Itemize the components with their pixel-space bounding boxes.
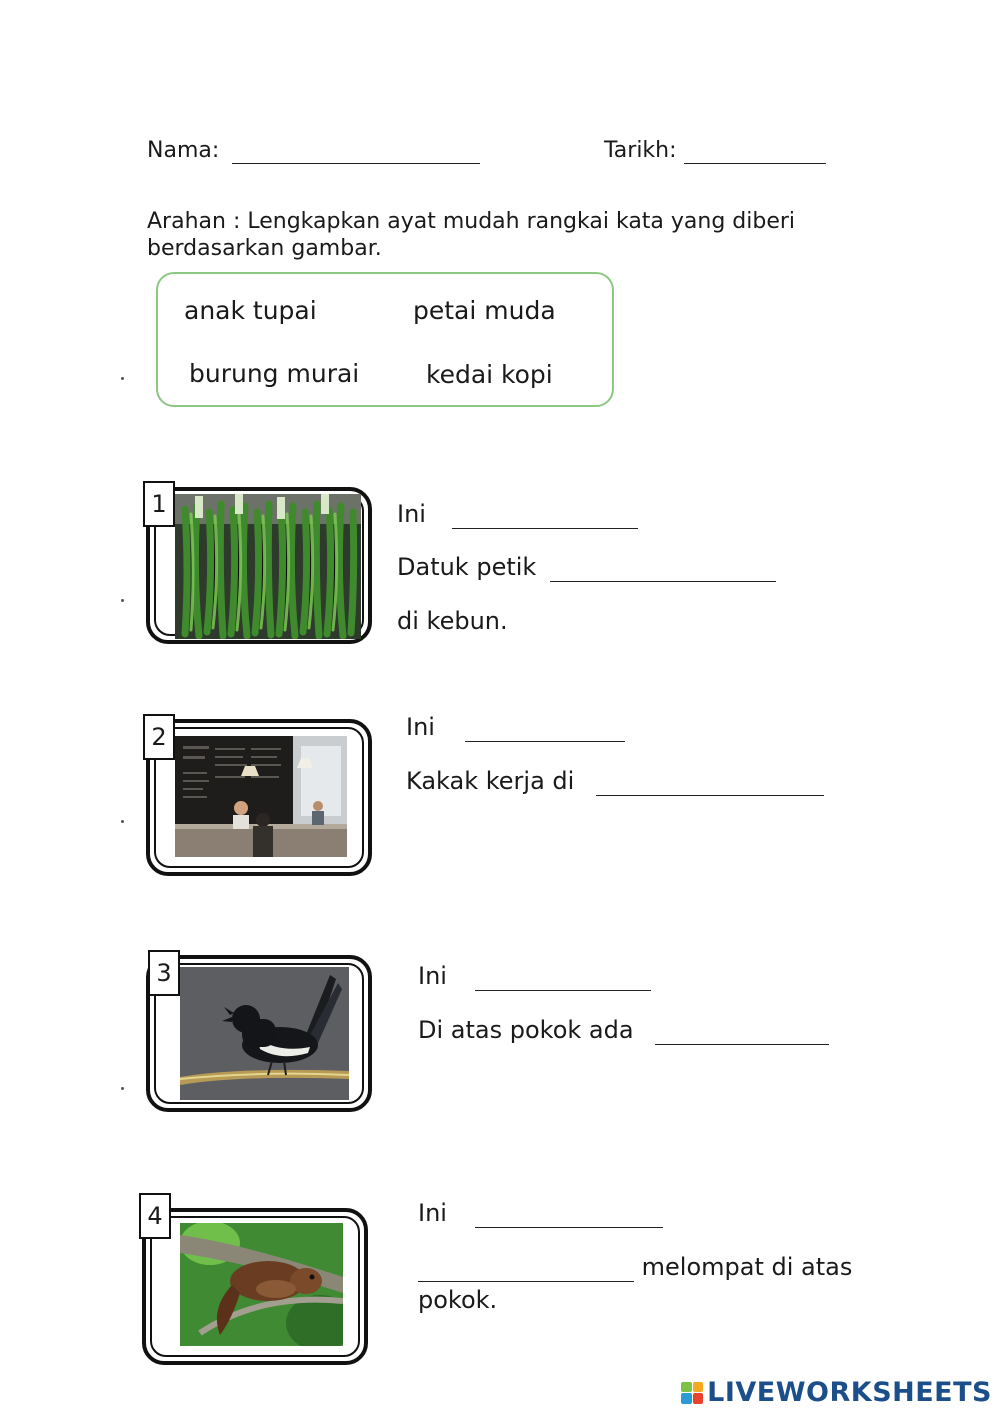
question-2-text-2: Kakak kerja di xyxy=(406,767,575,795)
instruction-line-2: berdasarkan gambar. xyxy=(147,236,382,261)
answer-2b-input[interactable] xyxy=(596,770,824,796)
squirrel-image xyxy=(180,1223,343,1346)
margin-dot xyxy=(121,377,124,380)
answer-2a-input[interactable] xyxy=(465,716,625,742)
word-bank-item: burung murai xyxy=(189,359,360,388)
petai-beans-image xyxy=(175,494,361,639)
word-bank-item: anak tupai xyxy=(184,296,317,325)
margin-dot xyxy=(121,1087,124,1090)
name-label: Nama: xyxy=(147,138,220,163)
question-4-line-1 xyxy=(418,1199,663,1228)
answer-4a-input[interactable] xyxy=(475,1202,663,1228)
question-3-line-2 xyxy=(418,1016,829,1045)
margin-dot xyxy=(121,599,124,602)
question-1-text-ini: Ini xyxy=(397,500,426,528)
question-3-line-1 xyxy=(418,962,651,991)
liveworksheets-logo xyxy=(681,1377,992,1408)
magpie-robin-image xyxy=(180,967,349,1100)
margin-dot xyxy=(121,820,124,823)
question-4-text-2: melompat di atas xyxy=(641,1253,853,1281)
question-number-3: 3 xyxy=(148,950,180,996)
name-input[interactable] xyxy=(232,138,480,164)
answer-4b-input[interactable] xyxy=(418,1256,634,1282)
question-3-text-2: Di atas pokok ada xyxy=(418,1016,634,1044)
instruction xyxy=(147,208,795,262)
question-3-text-ini: Ini xyxy=(418,962,447,990)
name-line xyxy=(147,138,480,164)
answer-3b-input[interactable] xyxy=(655,1019,829,1045)
question-2-text-ini: Ini xyxy=(406,713,435,741)
date-line xyxy=(604,138,826,164)
instruction-line-1: Arahan : Lengkapkan ayat mudah rangkai kata yang diberi xyxy=(147,209,796,234)
question-1-line-1 xyxy=(397,500,638,529)
question-4-text-ini: Ini xyxy=(418,1199,447,1227)
answer-1b-input[interactable] xyxy=(550,556,776,582)
brand-text: LIVEWORKSHEETS xyxy=(707,1377,992,1408)
question-number-2: 2 xyxy=(143,714,175,760)
question-1-text-2: Datuk petik xyxy=(397,553,537,581)
coffee-shop-image xyxy=(175,736,347,857)
word-bank-item: petai muda xyxy=(413,296,556,325)
question-2-line-2 xyxy=(406,767,824,796)
question-4-line-2 xyxy=(418,1253,852,1282)
answer-1a-input[interactable] xyxy=(452,503,638,529)
date-input[interactable] xyxy=(684,138,826,164)
question-2-line-1 xyxy=(406,713,625,742)
word-bank-item: kedai kopi xyxy=(426,360,553,389)
question-number-1: 1 xyxy=(143,481,175,527)
liveworksheets-icon xyxy=(681,1382,703,1404)
question-1-line-3: di kebun. xyxy=(397,607,508,635)
answer-3a-input[interactable] xyxy=(475,965,651,991)
question-1-line-2 xyxy=(397,553,776,582)
date-label: Tarikh: xyxy=(604,138,677,163)
question-number-4: 4 xyxy=(139,1193,171,1239)
question-4-line-3: pokok. xyxy=(418,1286,498,1314)
